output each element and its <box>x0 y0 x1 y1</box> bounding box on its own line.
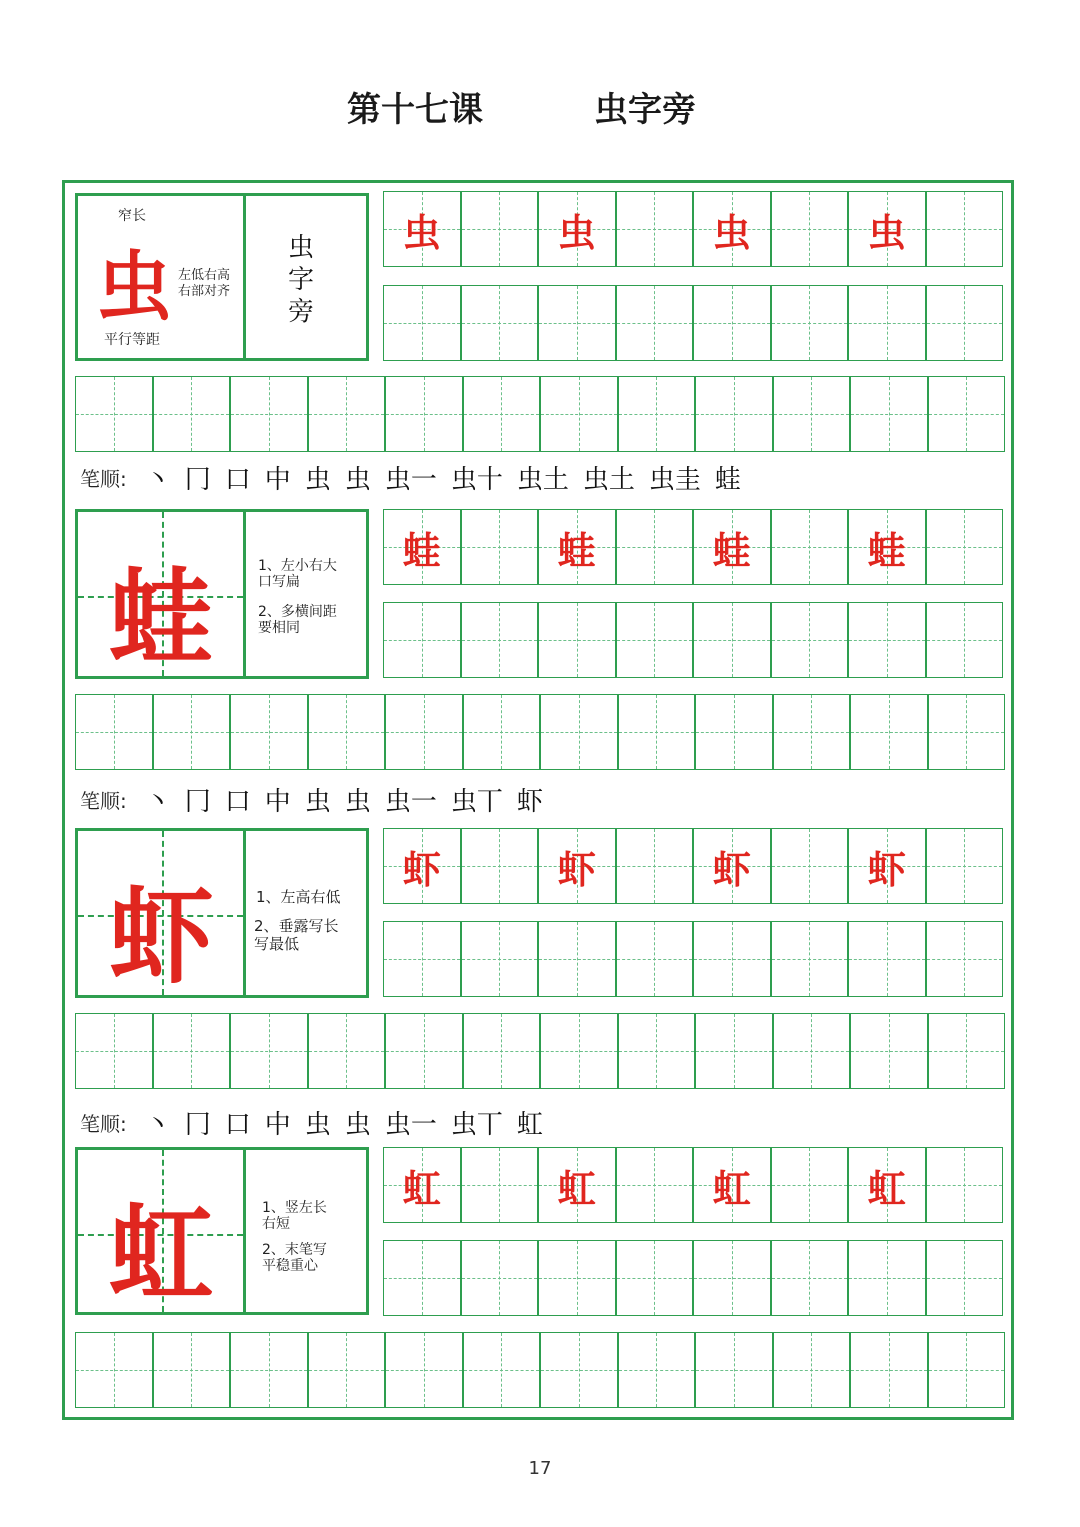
practice-row-2a <box>383 509 1003 585</box>
cell[interactable] <box>538 1240 616 1316</box>
cell[interactable] <box>695 376 773 452</box>
practice-row-1b <box>383 285 1003 361</box>
cell[interactable] <box>771 828 849 904</box>
cell[interactable] <box>848 509 926 585</box>
cell[interactable] <box>383 191 461 267</box>
cell[interactable] <box>385 694 463 770</box>
stroke-order-steps: 丶 冂 口 中 虫 虫 虫一 虫十 虫土 虫土 虫圭 蛙 <box>144 464 741 495</box>
cell[interactable] <box>928 694 1006 770</box>
cell[interactable] <box>153 1332 231 1408</box>
cell[interactable] <box>616 602 694 678</box>
cell[interactable] <box>461 1147 539 1223</box>
cell[interactable] <box>308 1013 386 1089</box>
cell[interactable] <box>75 1013 153 1089</box>
cell[interactable] <box>540 694 618 770</box>
cell[interactable] <box>695 1013 773 1089</box>
page-title <box>0 82 1080 132</box>
cell[interactable] <box>928 1332 1006 1408</box>
cell[interactable] <box>461 285 539 361</box>
cell[interactable] <box>618 1332 696 1408</box>
stroke-order-3 <box>80 1105 557 1139</box>
cell[interactable] <box>540 1013 618 1089</box>
cell[interactable] <box>463 694 541 770</box>
cell[interactable] <box>926 1147 1004 1223</box>
cell[interactable] <box>616 191 694 267</box>
cell[interactable] <box>463 1332 541 1408</box>
cell[interactable] <box>850 694 928 770</box>
cell[interactable] <box>461 602 539 678</box>
cell[interactable] <box>848 1147 926 1223</box>
practice-row-1a <box>383 191 1003 267</box>
practice-row-3c <box>75 1013 1005 1089</box>
note-1: 1、左小右大 口写扁 <box>258 558 337 590</box>
sample-char: 虫 <box>712 209 751 255</box>
main-char-2: 蛙 <box>108 556 213 679</box>
main-char-3: 虾 <box>108 875 213 998</box>
cell[interactable] <box>461 191 539 267</box>
cell[interactable] <box>848 602 926 678</box>
cell[interactable] <box>308 694 386 770</box>
sample-char: 虹 <box>712 1165 751 1211</box>
reference-box-2 <box>75 509 369 679</box>
sample-char: 蛙 <box>867 527 906 573</box>
cell[interactable] <box>850 1332 928 1408</box>
cell[interactable] <box>616 1147 694 1223</box>
note-spacing: 平行等距 <box>104 332 160 348</box>
note-2: 2、多横间距 要相同 <box>258 604 337 636</box>
stroke-order-1 <box>80 460 755 494</box>
cell[interactable] <box>538 509 616 585</box>
cell[interactable] <box>773 694 851 770</box>
cell[interactable] <box>693 921 771 997</box>
sample-char: 虫 <box>557 209 596 255</box>
cell[interactable] <box>771 1147 849 1223</box>
cell[interactable] <box>230 376 308 452</box>
cell[interactable] <box>618 1013 696 1089</box>
cell[interactable] <box>928 376 1006 452</box>
cell[interactable] <box>463 376 541 452</box>
cell[interactable] <box>461 921 539 997</box>
cell[interactable] <box>616 828 694 904</box>
practice-row-1c <box>75 376 1005 452</box>
cell[interactable] <box>928 1013 1006 1089</box>
cell[interactable] <box>693 1147 771 1223</box>
cell[interactable] <box>538 191 616 267</box>
sample-char: 蛙 <box>712 527 751 573</box>
cell[interactable] <box>230 694 308 770</box>
stroke-order-label: 笔顺: <box>80 466 127 491</box>
cell[interactable] <box>693 285 771 361</box>
stroke-order-label: 笔顺: <box>80 788 127 813</box>
cell[interactable] <box>538 285 616 361</box>
cell[interactable] <box>693 191 771 267</box>
cell[interactable] <box>461 1240 539 1316</box>
practice-row-2b <box>383 602 1003 678</box>
cell[interactable] <box>153 1013 231 1089</box>
cell[interactable] <box>848 285 926 361</box>
cell[interactable] <box>385 1013 463 1089</box>
cell[interactable] <box>773 1332 851 1408</box>
cell[interactable] <box>850 376 928 452</box>
cell[interactable] <box>618 694 696 770</box>
reference-box-4 <box>75 1147 369 1315</box>
lesson-topic: 虫字旁 <box>594 90 696 130</box>
stroke-order-label: 笔顺: <box>80 1111 127 1136</box>
cell[interactable] <box>616 1240 694 1316</box>
cell[interactable] <box>538 602 616 678</box>
sample-char: 蛙 <box>557 527 596 573</box>
cell[interactable] <box>848 1240 926 1316</box>
cell[interactable] <box>693 1240 771 1316</box>
cell[interactable] <box>538 921 616 997</box>
cell[interactable] <box>230 1332 308 1408</box>
main-char-4: 虹 <box>108 1192 213 1315</box>
sample-char: 蛙 <box>402 527 441 573</box>
cell[interactable] <box>771 285 849 361</box>
cell[interactable] <box>771 191 849 267</box>
cell[interactable] <box>75 1332 153 1408</box>
cell[interactable] <box>230 1013 308 1089</box>
cell[interactable] <box>771 602 849 678</box>
note-narrow: 窄长 <box>118 208 146 224</box>
sample-char: 虾 <box>867 846 906 892</box>
cell[interactable] <box>926 602 1004 678</box>
cell[interactable] <box>926 191 1004 267</box>
cell[interactable] <box>383 921 461 997</box>
cell[interactable] <box>693 828 771 904</box>
cell[interactable] <box>771 1240 849 1316</box>
cell[interactable] <box>383 285 461 361</box>
cell[interactable] <box>463 1013 541 1089</box>
cell[interactable] <box>153 376 231 452</box>
sample-char: 虫 <box>867 209 906 255</box>
cell[interactable] <box>616 285 694 361</box>
cell[interactable] <box>461 509 539 585</box>
cell[interactable] <box>848 828 926 904</box>
cell[interactable] <box>75 376 153 452</box>
main-char-1: 虫 <box>96 242 172 331</box>
cell[interactable] <box>385 376 463 452</box>
cell[interactable] <box>308 376 386 452</box>
stroke-order-steps: 丶 冂 口 中 虫 虫 虫一 虫丅 虾 <box>144 786 543 817</box>
practice-row-3a <box>383 828 1003 904</box>
cell[interactable] <box>771 921 849 997</box>
cell[interactable] <box>693 602 771 678</box>
page-number: 17 <box>528 1458 552 1479</box>
side-text: 虫 字 旁 <box>287 233 314 327</box>
cell[interactable] <box>773 1013 851 1089</box>
cell[interactable] <box>540 1332 618 1408</box>
cell[interactable] <box>383 509 461 585</box>
note-1: 1、左高右低 <box>256 888 341 906</box>
practice-row-2c <box>75 694 1005 770</box>
cell[interactable] <box>848 921 926 997</box>
cell[interactable] <box>616 921 694 997</box>
cell[interactable] <box>538 828 616 904</box>
sample-char: 虾 <box>712 846 751 892</box>
note-1: 1、竖左长 右短 <box>262 1200 327 1232</box>
cell[interactable] <box>773 376 851 452</box>
cell[interactable] <box>695 1332 773 1408</box>
cell[interactable] <box>538 1147 616 1223</box>
cell[interactable] <box>308 1332 386 1408</box>
cell[interactable] <box>926 509 1004 585</box>
cell[interactable] <box>848 191 926 267</box>
note-2: 2、垂露写长 写最低 <box>254 917 339 953</box>
cell[interactable] <box>926 1240 1004 1316</box>
cell[interactable] <box>383 1147 461 1223</box>
cell[interactable] <box>850 1013 928 1089</box>
sample-char: 虾 <box>557 846 596 892</box>
note-2: 2、末笔写 平稳重心 <box>262 1242 327 1274</box>
cell[interactable] <box>616 509 694 585</box>
cell[interactable] <box>75 694 153 770</box>
sample-char: 虾 <box>402 846 441 892</box>
cell[interactable] <box>771 509 849 585</box>
stroke-order-steps: 丶 冂 口 中 虫 虫 虫一 虫丅 虹 <box>144 1109 543 1140</box>
cell[interactable] <box>926 921 1004 997</box>
sample-char: 虹 <box>402 1165 441 1211</box>
cell[interactable] <box>695 694 773 770</box>
cell[interactable] <box>385 1332 463 1408</box>
practice-row-3b <box>383 921 1003 997</box>
cell[interactable] <box>461 828 539 904</box>
cell[interactable] <box>383 602 461 678</box>
cell[interactable] <box>926 285 1004 361</box>
sample-char: 虹 <box>867 1165 906 1211</box>
practice-row-4a <box>383 1147 1003 1223</box>
note-align: 左低右高 右部对齐 <box>178 268 231 299</box>
cell[interactable] <box>383 1240 461 1316</box>
sample-char: 虫 <box>402 209 441 255</box>
lesson-number: 第十七课 <box>347 90 483 130</box>
sample-char: 虹 <box>557 1165 596 1211</box>
cell[interactable] <box>618 376 696 452</box>
cell[interactable] <box>153 694 231 770</box>
reference-box-1 <box>75 193 369 361</box>
stroke-order-2 <box>80 782 557 816</box>
practice-row-4b <box>383 1240 1003 1316</box>
practice-row-4c <box>75 1332 1005 1408</box>
cell[interactable] <box>693 509 771 585</box>
reference-box-3 <box>75 828 369 998</box>
cell[interactable] <box>540 376 618 452</box>
cell[interactable] <box>926 828 1004 904</box>
cell[interactable] <box>383 828 461 904</box>
